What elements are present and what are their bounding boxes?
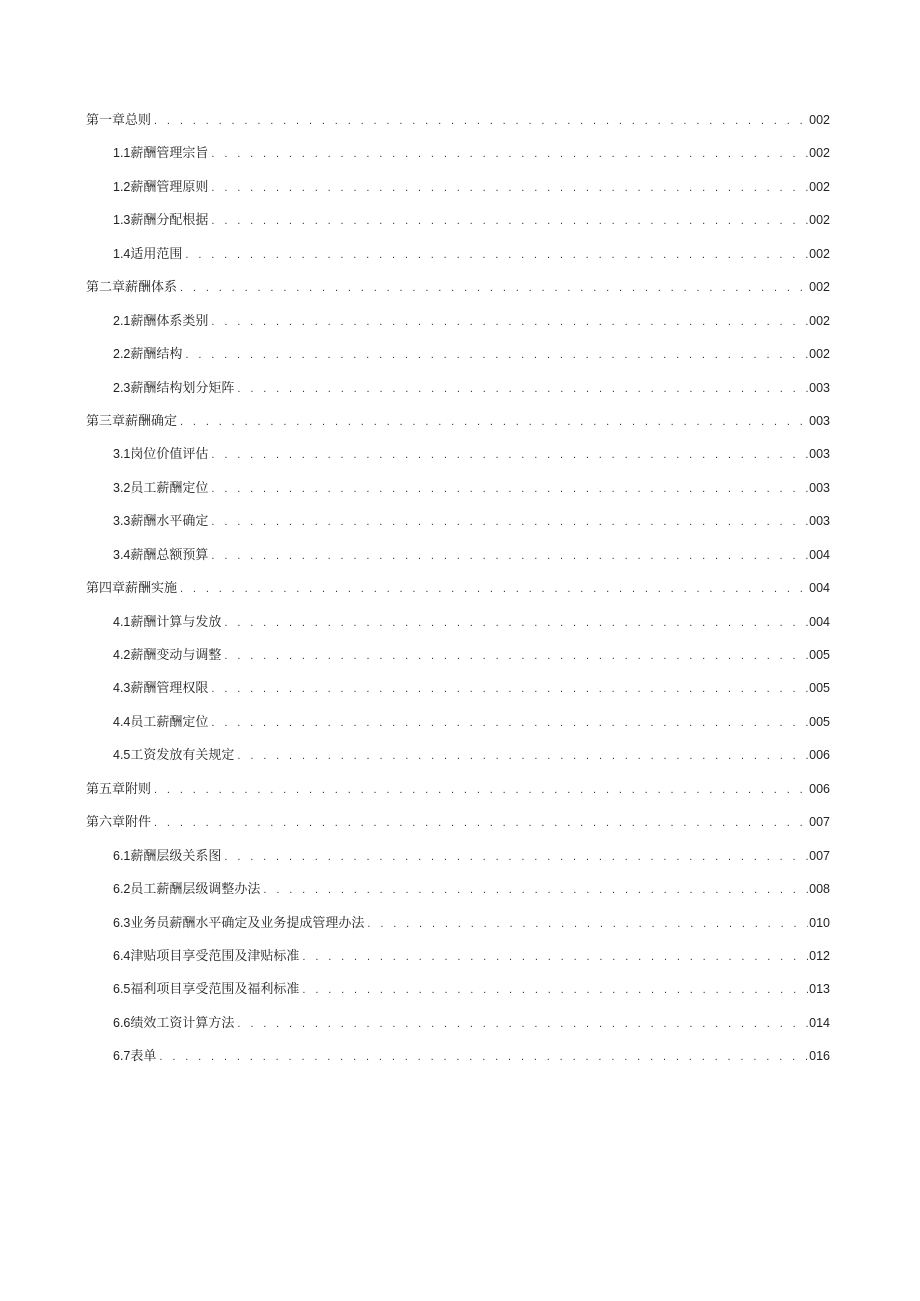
- toc-dot-leader: [237, 1014, 808, 1034]
- toc-entry-title: 业务员薪酬水平确定及业务提成管理办法: [130, 915, 365, 931]
- toc-entry-number: 1.2: [113, 179, 131, 194]
- toc-dot-leader: [180, 579, 808, 599]
- toc-entry-title: 第一章总则: [86, 113, 152, 128]
- toc-entry-title: 第四章薪酬实施: [86, 581, 178, 597]
- toc-entry-title: 第三章薪酬确定: [86, 413, 178, 429]
- toc-entry-title: 员工薪酬层级调整办法: [130, 882, 261, 898]
- toc-entry-title: 员工薪酬定位: [130, 714, 209, 730]
- toc-page-number: 012: [809, 948, 830, 963]
- toc-dot-leader: [211, 679, 808, 699]
- toc-section-entry[interactable]: [86, 545, 830, 578]
- toc-entry-number: 1.1: [113, 146, 131, 161]
- toc-page-number: 002: [809, 179, 830, 194]
- toc-page-number: 010: [809, 915, 830, 930]
- toc-dot-leader: [224, 646, 808, 666]
- toc-entry-number: 4.4: [113, 714, 131, 729]
- toc-section-entry[interactable]: [86, 745, 830, 778]
- toc-chapter-entry[interactable]: [86, 779, 830, 812]
- toc-dot-leader: [180, 412, 808, 432]
- toc-page-number: 002: [809, 113, 830, 127]
- toc-dot-leader: [159, 1047, 808, 1067]
- toc-page-number: 007: [809, 815, 830, 830]
- toc-page-number: 002: [809, 347, 830, 362]
- toc-entry-number: 4.1: [113, 614, 131, 629]
- toc-page-number: 006: [809, 781, 830, 796]
- toc-page-number: 002: [809, 313, 830, 328]
- toc-entry-number: 3.1: [113, 447, 131, 462]
- toc-entry-number: 4.3: [113, 681, 131, 696]
- toc-dot-leader: [237, 379, 808, 399]
- toc-page-number: 002: [809, 246, 830, 261]
- toc-page-number: 013: [809, 982, 830, 997]
- toc-section-entry[interactable]: [86, 378, 830, 411]
- toc-dot-leader: [185, 345, 808, 365]
- toc-entry-number: 3.3: [113, 514, 131, 529]
- toc-entry-number: 6.7: [113, 1049, 131, 1064]
- toc-page-number: 004: [809, 547, 830, 562]
- toc-entry-title: 薪酬体系类别: [130, 313, 209, 329]
- toc-dot-leader: [180, 278, 808, 298]
- toc-page-number: 002: [809, 280, 830, 295]
- toc-entry-title: 薪酬管理权限: [130, 681, 209, 697]
- toc-entry-title: 员工薪酬定位: [130, 480, 209, 496]
- toc-entry-number: 6.2: [113, 882, 131, 897]
- toc-section-entry[interactable]: [86, 177, 830, 210]
- toc-dot-leader: [154, 111, 808, 131]
- toc-section-entry[interactable]: [86, 511, 830, 544]
- table-of-contents: [86, 110, 830, 1080]
- toc-page-number: 002: [809, 213, 830, 228]
- toc-page-number: 003: [809, 514, 830, 529]
- toc-chapter-entry[interactable]: [86, 110, 830, 143]
- toc-section-entry[interactable]: [86, 444, 830, 477]
- toc-dot-leader: [263, 880, 808, 900]
- toc-entry-number: 6.6: [113, 1015, 131, 1030]
- toc-entry-number: 2.3: [113, 380, 131, 395]
- toc-dot-leader: [224, 613, 808, 633]
- toc-chapter-entry[interactable]: [86, 812, 830, 845]
- toc-dot-leader: [154, 780, 808, 800]
- toc-entry-number: 6.1: [113, 848, 131, 863]
- toc-section-entry[interactable]: [86, 879, 830, 912]
- toc-chapter-entry[interactable]: [86, 411, 830, 444]
- toc-dot-leader: [224, 847, 808, 867]
- toc-chapter-entry[interactable]: [86, 578, 830, 611]
- toc-entry-number: 3.2: [113, 480, 131, 495]
- toc-section-entry[interactable]: [86, 1046, 830, 1079]
- toc-entry-number: 1.4: [113, 246, 131, 261]
- toc-dot-leader: [185, 245, 808, 265]
- toc-dot-leader: [211, 546, 808, 566]
- toc-page-number: 014: [809, 1015, 830, 1030]
- toc-entry-title: 薪酬管理宗旨: [130, 146, 209, 162]
- toc-entry-title: 薪酬水平确定: [130, 514, 209, 530]
- toc-dot-leader: [154, 813, 808, 833]
- toc-entry-title: 薪酬层级关系图: [130, 848, 222, 864]
- toc-section-entry[interactable]: [86, 244, 830, 277]
- toc-section-entry[interactable]: [86, 645, 830, 678]
- toc-section-entry[interactable]: [86, 678, 830, 711]
- toc-entry-title: 表单: [130, 1049, 157, 1065]
- toc-page-number: 005: [809, 714, 830, 729]
- toc-section-entry[interactable]: [86, 311, 830, 344]
- toc-section-entry[interactable]: [86, 344, 830, 377]
- toc-section-entry[interactable]: [86, 979, 830, 1012]
- toc-entry-title: 薪酬总额预算: [130, 547, 209, 563]
- toc-section-entry[interactable]: [86, 1013, 830, 1046]
- toc-dot-leader: [211, 479, 808, 499]
- toc-page-number: 016: [809, 1049, 830, 1064]
- toc-entry-title: 薪酬计算与发放: [130, 614, 222, 630]
- toc-page-number: 002: [809, 146, 830, 161]
- toc-entry-title: 福利项目享受范围及福利标准: [130, 982, 300, 998]
- toc-entry-number: 4.2: [113, 648, 131, 662]
- toc-entry-number: 4.5: [113, 748, 131, 763]
- toc-page-number: 005: [809, 681, 830, 696]
- toc-dot-leader: [211, 713, 808, 733]
- toc-entry-title: 第六章附件: [86, 815, 152, 831]
- toc-page-number: 003: [809, 480, 830, 495]
- toc-entry-title: 薪酬结构划分矩阵: [130, 380, 235, 396]
- toc-entry-title: 第二章薪酬体系: [86, 280, 178, 296]
- toc-section-entry[interactable]: [86, 712, 830, 745]
- toc-entry-number: 2.2: [113, 347, 131, 362]
- toc-dot-leader: [367, 914, 808, 934]
- toc-entry-number: 2.1: [113, 313, 131, 328]
- toc-dot-leader: [211, 445, 808, 465]
- toc-page-number: 006: [809, 748, 830, 763]
- toc-section-entry[interactable]: [86, 143, 830, 176]
- toc-chapter-entry[interactable]: [86, 277, 830, 310]
- toc-section-entry[interactable]: [86, 946, 830, 979]
- toc-entry-title: 第五章附则: [86, 781, 152, 797]
- toc-entry-title: 工资发放有关规定: [130, 748, 235, 764]
- toc-section-entry[interactable]: [86, 478, 830, 511]
- toc-dot-leader: [237, 746, 808, 766]
- toc-page-number: 005: [809, 648, 830, 662]
- toc-page-number: 003: [809, 447, 830, 462]
- toc-page-number: 004: [809, 614, 830, 629]
- toc-entry-title: 适用范围: [130, 246, 183, 262]
- toc-dot-leader: [211, 211, 808, 231]
- toc-dot-leader: [211, 178, 808, 198]
- toc-entry-number: 1.3: [113, 213, 131, 228]
- toc-page-number: 008: [809, 882, 830, 897]
- toc-entry-title: 津贴项目享受范围及津贴标准: [130, 948, 300, 964]
- toc-entry-number: 3.4: [113, 547, 131, 562]
- toc-page-number: 003: [809, 413, 830, 428]
- toc-section-entry[interactable]: [86, 846, 830, 879]
- toc-dot-leader: [211, 144, 808, 164]
- toc-entry-number: 6.5: [113, 982, 131, 997]
- toc-dot-leader: [302, 947, 808, 967]
- toc-dot-leader: [211, 312, 808, 332]
- toc-entry-number: 6.4: [113, 948, 131, 963]
- toc-page-number: 007: [809, 848, 830, 863]
- toc-entry-title: 薪酬变动与调整: [130, 648, 222, 663]
- toc-section-entry[interactable]: [86, 913, 830, 946]
- toc-entry-title: 薪酬结构: [130, 347, 183, 363]
- toc-dot-leader: [211, 512, 808, 532]
- toc-dot-leader: [302, 980, 808, 1000]
- toc-section-entry[interactable]: [86, 210, 830, 243]
- toc-page-number: 003: [809, 380, 830, 395]
- toc-page-number: 004: [809, 581, 830, 596]
- toc-entry-number: 6.3: [113, 915, 131, 930]
- toc-entry-title: 薪酬管理原则: [130, 179, 209, 195]
- toc-entry-title: 岗位价值评估: [130, 447, 209, 463]
- toc-entry-title: 绩效工资计算方法: [130, 1015, 235, 1031]
- toc-entry-title: 薪酬分配根据: [130, 213, 209, 229]
- toc-section-entry[interactable]: [86, 612, 830, 645]
